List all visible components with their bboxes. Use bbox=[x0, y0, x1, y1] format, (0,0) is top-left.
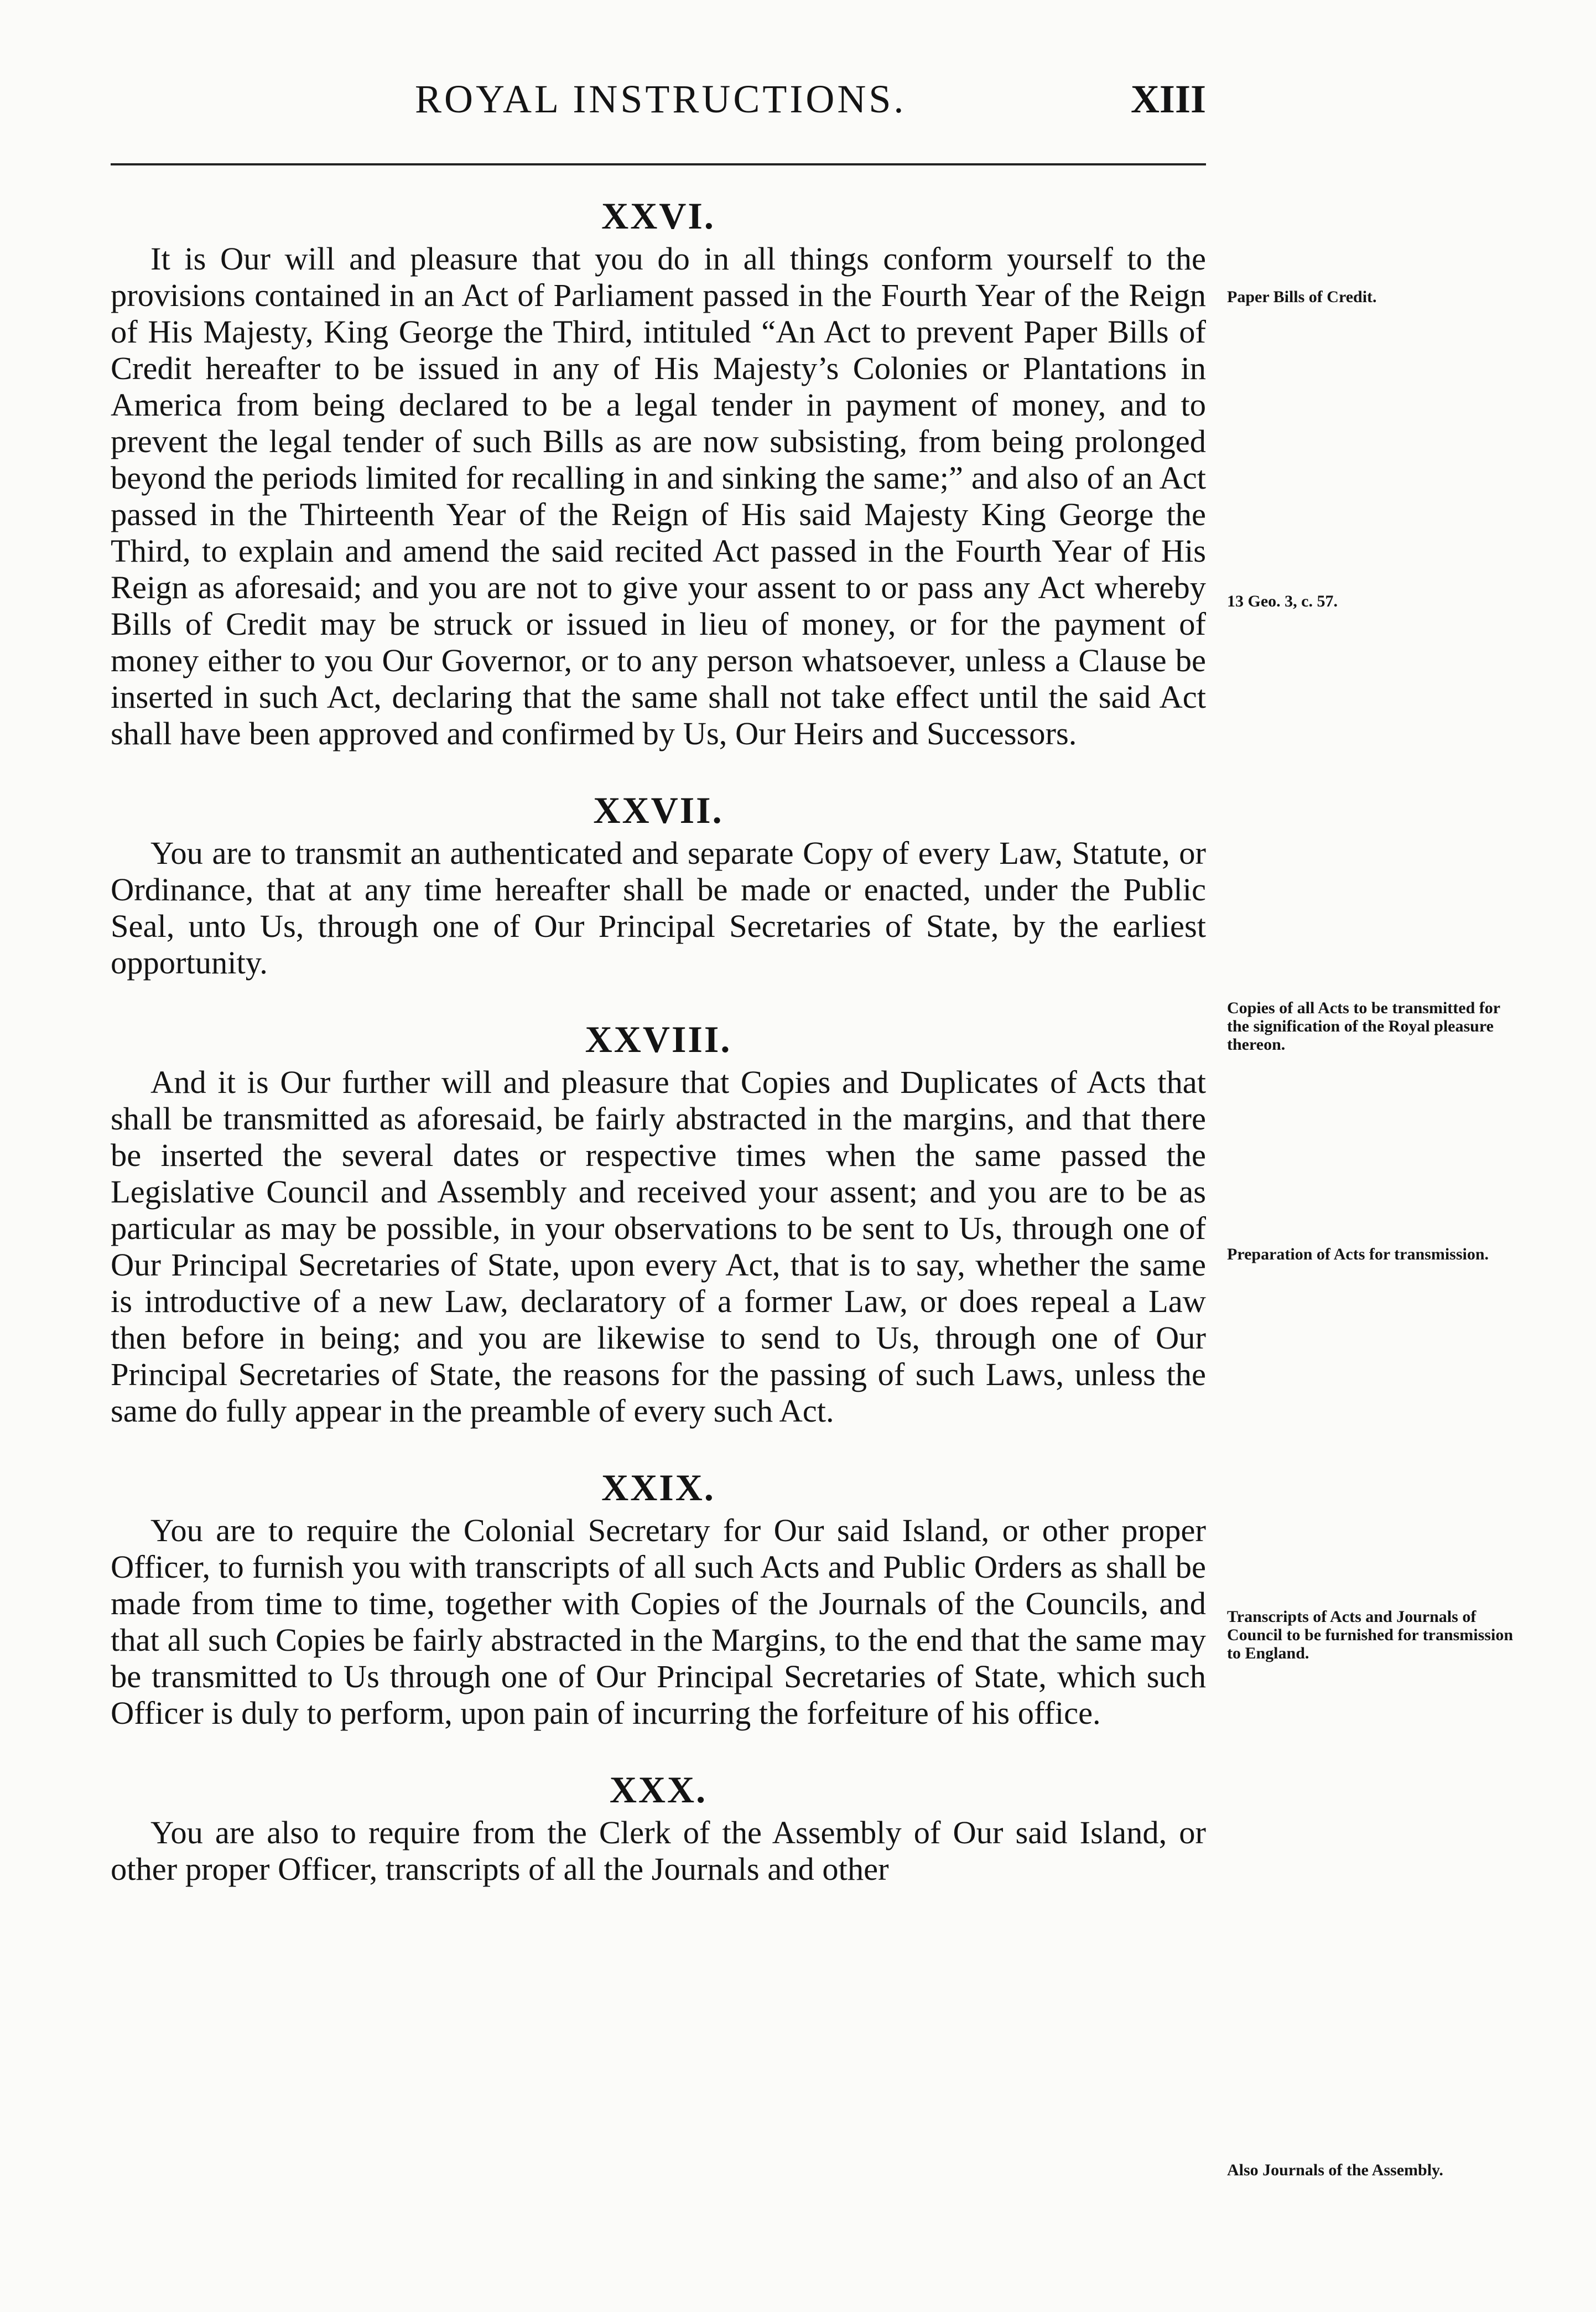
section-heading-xxviii: XXVIII. bbox=[585, 1018, 732, 1060]
running-header bbox=[111, 76, 1206, 143]
main-text bbox=[111, 191, 1206, 1888]
section-text-xxvi: It is Our will and pleasure that you do in all things conform yourself to the provisions contained in an Act of Parliament passed in the Fourth Year of the Reign of His Majesty, King George the Third, intituled “An Act to prevent Paper Bills of Credit hereafter to be issued in any of His Majesty’s Colonies or Plantations in America from being declared to be a legal tender in payment of money, and to prevent the legal tender of such Bills as are now subsisting, from being prolonged beyond the periods limited for recalling in and sinking the same;” and also of an Act passed in the Thirteenth Year of the Reign of His said Majesty King George the Third, to explain and amend the said recited Act passed in the Fourth Year of His Reign as aforesaid; and you are not to give your assent to or pass any Act whereby Bills of Credit may be struck or issued in lieu of money, or for the payment of money either to you Our Governor, or to any person whatsoever, unless a Clause be inserted in such Act, declaring that the same shall not take effect until the said Act shall have been approved and confirmed by Us, Our Heirs and Successors. bbox=[111, 241, 1206, 751]
margin-note-assembly: Also Journals of the Assembly. bbox=[1227, 2161, 1443, 2179]
section-heading-xxx: XXX. bbox=[609, 1769, 708, 1811]
section-heading-xxvii: XXVII. bbox=[593, 789, 724, 831]
page-number: XIII bbox=[1130, 77, 1206, 121]
margin-note-paper-bills: Paper Bills of Credit. bbox=[1227, 288, 1377, 306]
running-title: ROYAL INSTRUCTIONS. bbox=[415, 77, 907, 121]
section-heading-xxix: XXIX. bbox=[601, 1466, 715, 1508]
section-text-xxvii: You are to transmit an authenticated and separate Copy of every Law, Statute, or Ordinance, that at any time hereafter shall be made or enacted, under the Public Seal, unto Us, through one of Our Principal Secretaries of State, by the earliest opportunity. bbox=[111, 835, 1206, 981]
section-text-xxviii: And it is Our further will and pleasure that Copies and Duplicates of Acts that shall be transmitted as aforesaid, be fairly abstracted in the margins, and that there be inserted the several dates or respective times when the same passed the Legislative Council and Assembly and received your assent; and you are to be as particular as may be possible, in your observations to be sent to Us, through one of Our Principal Secretaries of State, upon every Act, that is to say, whether the same is introductive of a new Law, declaratory of a former Law, or does repeal a Law then before in being; and you are likewise to send to Us, through one of Our Principal Secretaries of State, the reasons for the passing of such Laws, unless the same do fully appear in the preamble of every such Act. bbox=[111, 1064, 1206, 1429]
margin-note-statute-ref: 13 Geo. 3, c. 57. bbox=[1227, 592, 1338, 610]
margin-note-preparation: Preparation of Acts for transmission. bbox=[1227, 1245, 1489, 1263]
section-heading-xxvi: XXVI. bbox=[601, 195, 715, 237]
header-rule bbox=[111, 163, 1206, 165]
section-text-xxx: You are also to require from the Clerk of the Assembly of Our said Island, or other proper Officer, transcripts of all the Journals and other bbox=[111, 1815, 1206, 1887]
margin-note-transcripts: Transcripts of Acts and Journals of Council to be furnished for transmission to England. bbox=[1227, 1608, 1514, 1662]
margin-note-copies-of-acts: Copies of all Acts to be transmitted for the signification of the Royal pleasure thereon. bbox=[1227, 999, 1500, 1054]
section-text-xxix: You are to require the Colonial Secretary for Our said Island, or other proper Officer, to furnish you with transcripts of all such Acts and Public Orders as shall be made from time to time, together with Copies of the Journals of the Councils, and that all such Copies be fairly abstracted in the Margins, to the end that the same may be transmitted to Us through one of Our Principal Secretaries of State, which such Officer is duly to perform, upon pain of incurring the forfeiture of his office. bbox=[111, 1512, 1206, 1731]
